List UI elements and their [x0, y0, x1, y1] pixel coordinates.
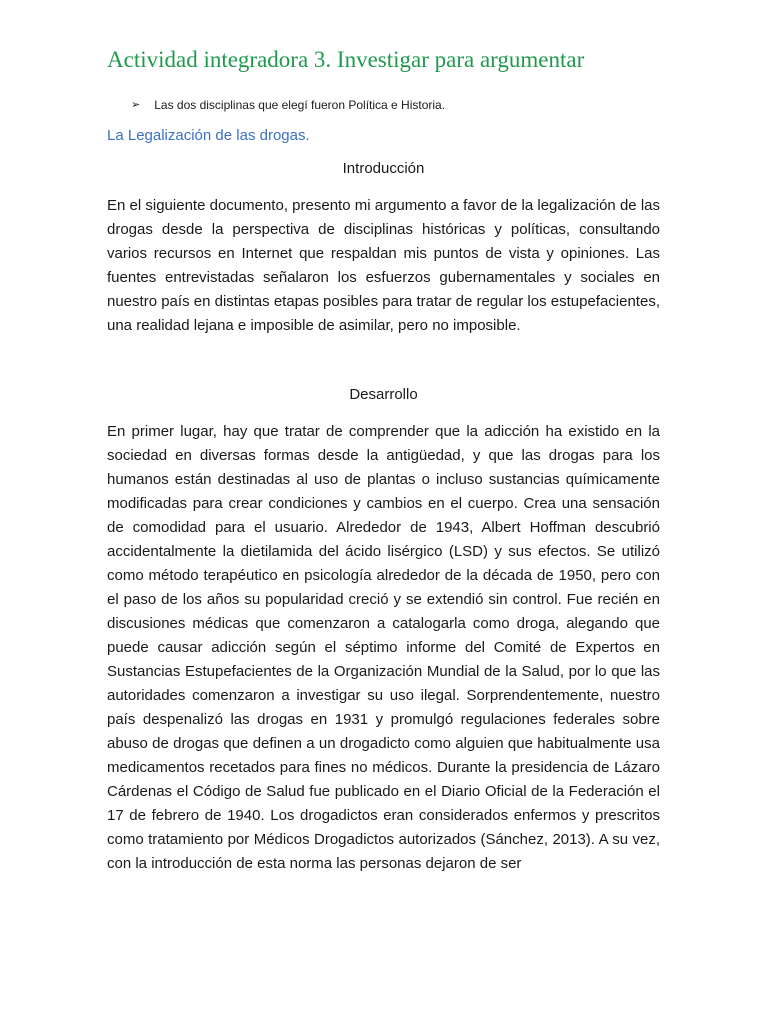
- document-page: [107, 44, 660, 876]
- disciplines-bullet: [131, 96, 660, 114]
- arrow-right-bullet-icon: ➢: [131, 99, 141, 111]
- introduction-paragraph: En el siguiente documento, presento mi argumento a favor de la legalización de las drogas desde la perspectiva de disciplinas históricas y políticas, consultando varios recursos en Internet que respaldan mis puntos de vista y opiniones. Las fuentes entrevistadas señalaron los esfuerzos gubernamentales y sociales en nuestro país en distintas etapas posibles para tratar de regular los estupefacientes, una realidad lejana e imposible de asimilar, pero no imposible.: [107, 197, 660, 334]
- development-heading: Desarrollo: [349, 386, 418, 403]
- document-title: Actividad integradora 3. Investigar para argumentar: [107, 47, 585, 72]
- section-spacer: [107, 338, 660, 374]
- development-paragraph: En primer lugar, hay que tratar de comprender que la adicción ha existido en la sociedad en diversas formas desde la antigüedad, y que las drogas para los humanos están destinadas al uso de plantas o incluso sustancias químicamente modificadas para crear condiciones y cambios en el cuerpo. Crea una sensación de comodidad para el usuario. Alrededor de 1943, Albert Hoffman descubrió accidentalmente la dietilamida del ácido lisérgico (LSD) y sus efectos. Se utilizó como método terapéutico en psicología alrededor de la década de 1950, pero con el paso de los años su popularidad creció y se extendió sin control. Fue recién en discusiones médicas que comenzaron a catalogarla como droga, alegando que puede causar adicción según el séptimo informe del Comité de Expertos en Sustancias Estupefacientes de la Organización Mundial de la Salud, por lo que las autoridades comenzaron a investigar su uso ilegal. Sorprendentemente, nuestro país despenalizó las drogas en 1931 y promulgó regulaciones federales sobre abuso de drogas que definen a un drogadicto como alguien que habitualmente usa medicamentos recetados para fines no médicos. Durante la presidencia de Lázaro Cárdenas el Código de Salud fue publicado en el Diario Oficial de la Federación el 17 de febrero de 1940. Los drogadictos eran considerados enfermos y prescritos como tratamiento por Médicos Drogadictos autorizados (Sánchez, 2013). A su vez, con la introducción de esta norma las personas dejaron de ser: [107, 423, 660, 872]
- disciplines-text: Las dos disciplinas que elegí fueron Política e Historia.: [154, 98, 446, 112]
- topic-heading: La Legalización de las drogas.: [107, 127, 310, 144]
- introduction-heading: Introducción: [342, 160, 425, 177]
